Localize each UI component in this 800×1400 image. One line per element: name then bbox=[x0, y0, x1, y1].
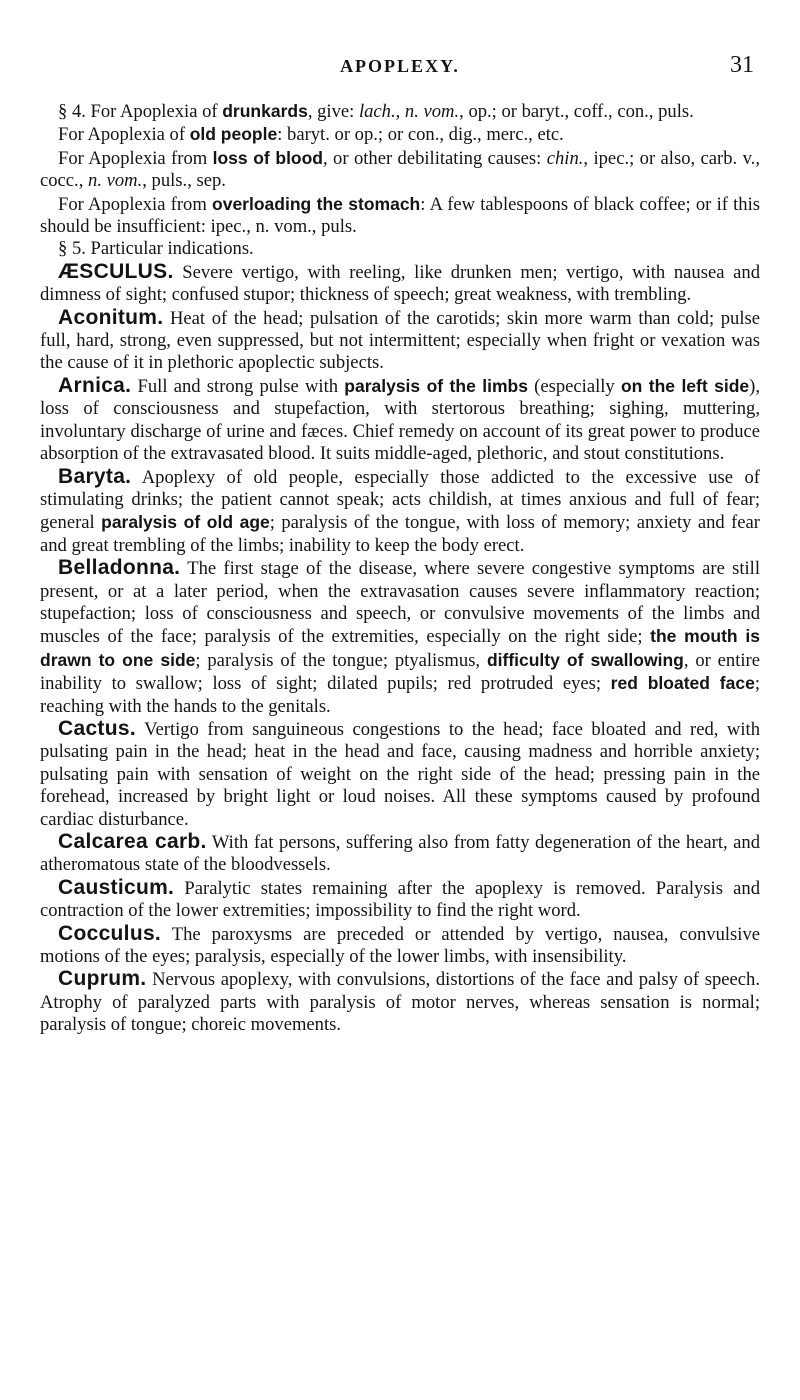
remedy-heading: ÆSCULUS. bbox=[58, 259, 174, 283]
text-run: For Apoplexia from bbox=[58, 147, 213, 169]
remedy-heading: Causticum. bbox=[58, 875, 175, 899]
text-run: § 4. For Apoplexia of bbox=[58, 101, 223, 122]
paragraph-p7 bbox=[40, 307, 760, 375]
remedy-heading: Arnica. bbox=[58, 373, 132, 397]
italic-text: n. vom. bbox=[404, 101, 460, 122]
text-run: The paroxysms are preceded or attended by vertigo, nausea, convulsive motions of the eyes; paralysis, especially of the lower limbs, with insensibility. bbox=[40, 923, 760, 968]
paragraph-p4 bbox=[40, 193, 760, 239]
body-text bbox=[40, 100, 760, 1037]
text-run: ; paralysis of the tongue; ptyalismus, bbox=[195, 649, 487, 671]
emphasis-text: paralysis of the limbs bbox=[344, 375, 528, 396]
text-run: , puls., sep. bbox=[142, 170, 226, 192]
paragraph-p13 bbox=[40, 877, 760, 923]
emphasis-text: loss of blood bbox=[212, 147, 323, 168]
emphasis-text: overloading the stomach bbox=[212, 193, 421, 214]
emphasis-text: old people bbox=[189, 124, 278, 145]
remedy-heading: Cocculus. bbox=[58, 921, 162, 945]
text-run: , or other debilitating causes: bbox=[323, 147, 547, 169]
text-run: ; paralysis of the tongue, with loss of memory; anxiety and fear and great trembling of the limbs; inability to keep the body erect. bbox=[40, 512, 761, 556]
text-run: Heat of the head; pulsation of the carotids; skin more warm than cold; pulse full, hard, strong, even suppressed, but not intermittent; especially when fright or vexation was the cause of it in plethoric apoplectic subjects. bbox=[40, 307, 760, 374]
paragraph-p3 bbox=[40, 147, 760, 193]
paragraph-p15 bbox=[40, 968, 760, 1036]
remedy-heading: Cactus. bbox=[58, 716, 136, 740]
text-run: ), loss of consciousness and stupefaction, with stertorous breathing; sighing, muttering, involuntary discharge of urine and fæces. Chief remedy on account of its great power to produce absorption of the extravasated blood. It suits middle-aged, plethoric, and stout constitutions. bbox=[40, 375, 760, 465]
text-run: Paralytic states remaining after the apoplexy is removed. Paralysis and contraction of the lower extremities; impossibility to find the right word. bbox=[40, 877, 760, 922]
text-run: Vertigo from sanguineous congestions to the head; face bloated and red, with pulsating pain in the head; heat in the head and face, causing madness and horrible anxiety; pulsating pain with sensation of weight on the right side of the head; pressing pain in the forehead, increased by bright light or loud noises. All these symptoms caused by profound cardiac disturbance. bbox=[40, 718, 760, 830]
paragraph-p1 bbox=[40, 100, 760, 123]
text-run: , bbox=[395, 101, 405, 122]
text-run: , op.; or baryt., coff., con., puls. bbox=[459, 101, 694, 122]
page-number: 31 bbox=[730, 52, 754, 78]
text-run: , or entire inability to swallow; loss of sight; dilated pupils; red protruded eyes; bbox=[40, 649, 761, 695]
emphasis-text: on the left side bbox=[620, 375, 750, 396]
paragraph-p6 bbox=[40, 261, 760, 307]
paragraph-p12 bbox=[40, 831, 760, 877]
emphasis-text: paralysis of old age bbox=[101, 512, 270, 533]
text-run: The first stage of the disease, where severe congestive symptoms are still present, or at a later period, when the extravasation causes severe inflammatory reaction; stupefaction; loss of consciousness and speech, or convulsive movements of the limbs and muscles of the face; paralysis of the extremities, especially on the right side; bbox=[40, 558, 760, 648]
text-run: : A few tablespoons of black coffee; or if this should be insufficient: ipec., n. vom., puls. bbox=[40, 193, 760, 238]
emphasis-text: drunkards bbox=[222, 101, 308, 121]
italic-text: n. vom. bbox=[88, 170, 143, 192]
running-title: APOPLEXY. bbox=[340, 56, 460, 76]
text-run: With fat persons, suffering also from fatty degeneration of the heart, and atheromatous state of the bloodvessels. bbox=[40, 832, 761, 876]
remedy-heading: Calcarea carb. bbox=[58, 830, 207, 853]
paragraph-p10 bbox=[40, 557, 760, 718]
text-run: : baryt. or op.; or con., dig., merc., etc. bbox=[277, 124, 564, 146]
text-run: , ipec.; or also, carb. v., cocc., bbox=[40, 147, 760, 192]
text-run: § 5. Particular indications. bbox=[58, 238, 254, 260]
paragraph-p8 bbox=[40, 375, 760, 466]
remedy-heading: Aconitum. bbox=[58, 305, 164, 329]
italic-text: chin. bbox=[546, 147, 584, 169]
text-run: Apoplexy of old people, especially those addicted to the excessive use of stimulating drinks; the patient cannot speak; acts childish, at times anxious and full of fear; general bbox=[40, 466, 760, 534]
text-run: For Apoplexia of bbox=[58, 124, 190, 146]
paragraph-p9 bbox=[40, 466, 760, 558]
remedy-heading: Belladonna. bbox=[58, 556, 181, 580]
text-run: Full and strong pulse with bbox=[131, 375, 345, 397]
text-run: For Apoplexia from bbox=[58, 193, 213, 215]
emphasis-text: the mouth is drawn to one side bbox=[40, 626, 761, 670]
text-run: , give: bbox=[307, 101, 359, 122]
paragraph-p5 bbox=[40, 238, 760, 260]
running-head bbox=[40, 52, 760, 84]
text-run: ; reaching with the hands to the genitals. bbox=[40, 673, 760, 717]
paragraph-p2 bbox=[40, 123, 760, 146]
text-run: Nervous apoplexy, with convulsions, distortions of the face and palsy of speech. Atrophy of paralyzed parts with paralysis of motor nerves, whereas sensation is normal; paralysis of tongue; choreic movements. bbox=[40, 969, 760, 1036]
paragraph-p11 bbox=[40, 718, 760, 831]
paragraph-p14 bbox=[40, 923, 760, 969]
italic-text: lach. bbox=[358, 101, 396, 122]
emphasis-text: difficulty of swallowing bbox=[486, 649, 684, 670]
text-run: (especially bbox=[527, 375, 621, 397]
remedy-heading: Baryta. bbox=[58, 464, 132, 488]
text-run: Severe vertigo, with reeling, like drunken men; vertigo, with nausea and dimness of sight; confused stupor; thickness of speech; great weakness, with trembling. bbox=[40, 261, 760, 306]
remedy-heading: Cuprum. bbox=[58, 967, 147, 991]
emphasis-text: red bloated face bbox=[610, 673, 755, 694]
